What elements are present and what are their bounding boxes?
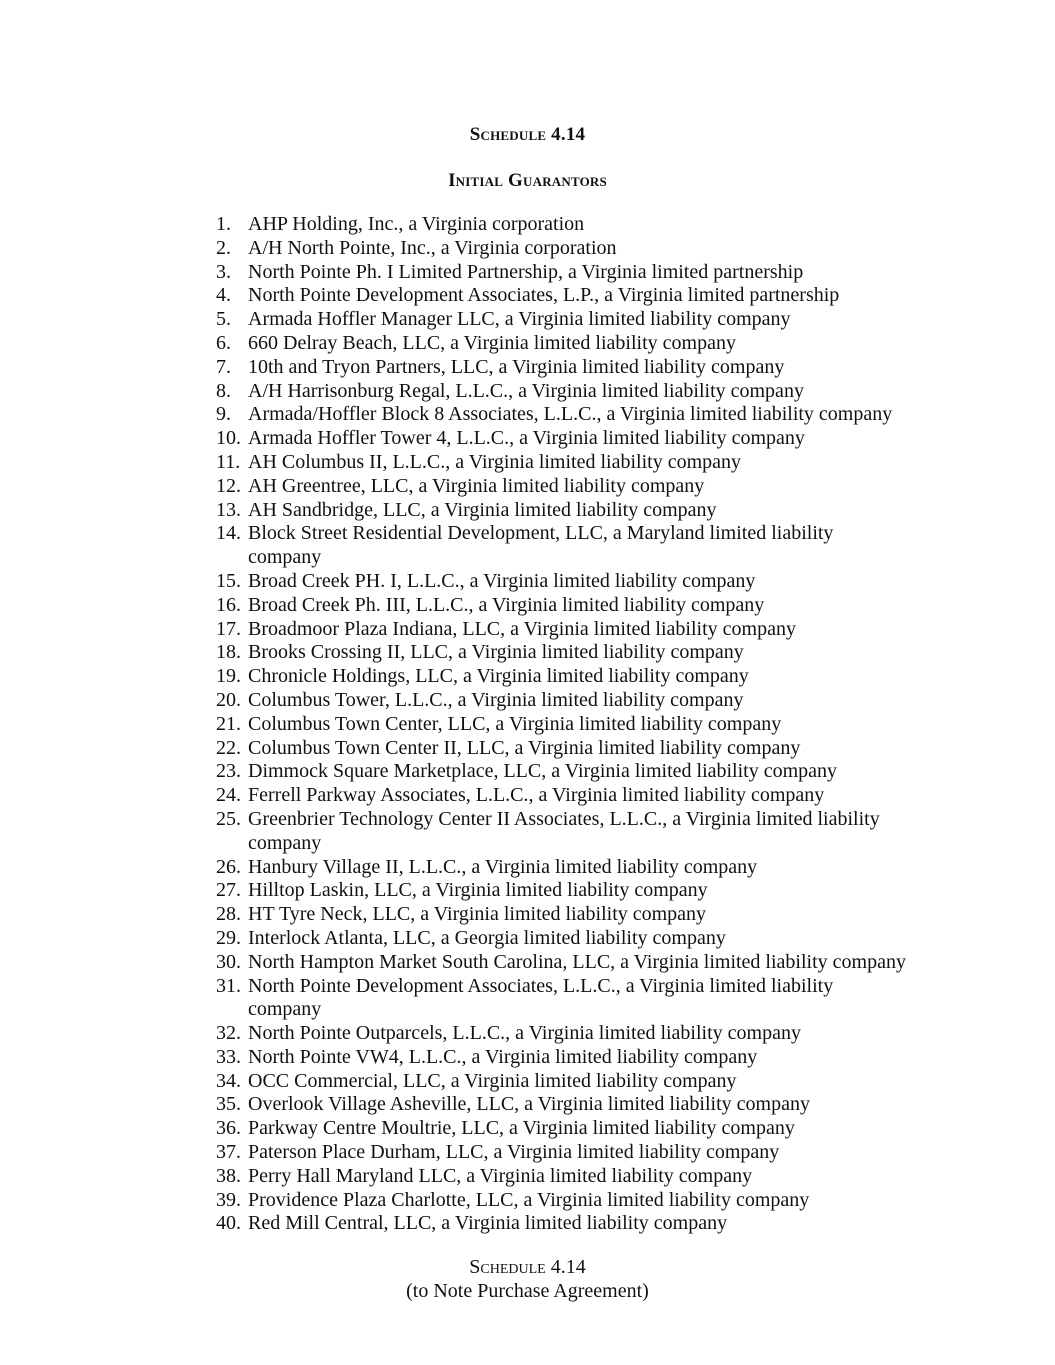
list-item-text: North Pointe VW4, L.L.C., a Virginia limited liability company xyxy=(248,1045,758,1068)
list-item-text: North Hampton Market South Carolina, LLC, a Virginia limited liability company xyxy=(248,950,906,973)
list-item xyxy=(216,1117,976,1141)
list-item xyxy=(216,784,976,808)
list-item-number: 28. xyxy=(216,903,241,926)
list-item-text: Chronicle Holdings, LLC, a Virginia limited liability company xyxy=(248,665,749,688)
list-item xyxy=(216,427,976,451)
list-item-text: A/H North Pointe, Inc., a Virginia corporation xyxy=(248,236,617,259)
list-item-number: 34. xyxy=(216,1069,241,1092)
list-item xyxy=(216,356,976,380)
list-item xyxy=(216,951,976,975)
list-item xyxy=(216,713,976,737)
list-item xyxy=(216,308,976,332)
list-item xyxy=(216,1046,976,1070)
list-item xyxy=(216,261,976,285)
list-item-text: Broad Creek Ph. III, L.L.C., a Virginia limited liability company xyxy=(248,593,765,616)
list-item-text: Red Mill Central, LLC, a Virginia limited liability company xyxy=(248,1212,728,1235)
list-item-number: 17. xyxy=(216,617,241,640)
list-item-text: Columbus Town Center II, LLC, a Virginia limited liability company xyxy=(248,736,801,759)
list-item xyxy=(216,1189,976,1213)
list-item-text: Brooks Crossing II, LLC, a Virginia limited liability company xyxy=(248,641,744,664)
list-item xyxy=(216,1070,976,1094)
list-item xyxy=(216,1093,976,1117)
list-item xyxy=(216,760,976,784)
list-item-text: Armada Hoffler Manager LLC, a Virginia limited liability company xyxy=(248,308,791,331)
list-item-text: A/H Harrisonburg Regal, L.L.C., a Virginia limited liability company xyxy=(248,379,804,402)
list-item-number: 22. xyxy=(216,736,241,759)
list-item-number: 36. xyxy=(216,1117,241,1140)
list-item-text: Armada Hoffler Tower 4, L.L.C., a Virginia limited liability company xyxy=(248,427,805,450)
list-item-number: 13. xyxy=(216,498,241,521)
list-item-number: 32. xyxy=(216,1022,241,1045)
list-item-number: 40. xyxy=(216,1212,241,1235)
list-item-text: Broadmoor Plaza Indiana, LLC, a Virginia limited liability company xyxy=(248,617,796,640)
list-item xyxy=(216,665,976,689)
list-item xyxy=(216,641,976,665)
list-item-number: 8. xyxy=(216,379,231,402)
list-item xyxy=(216,856,976,880)
list-item xyxy=(216,475,976,499)
list-item-text: 660 Delray Beach, LLC, a Virginia limited liability company xyxy=(248,331,736,354)
list-item xyxy=(216,1165,976,1189)
list-item-text: AH Greentree, LLC, a Virginia limited liability company xyxy=(248,474,705,497)
list-item-number: 14. xyxy=(216,522,241,545)
list-item-text: Greenbrier Technology Center II Associates, L.L.C., a Virginia limited liability company xyxy=(248,807,880,854)
list-item-text: Parkway Centre Moultrie, LLC, a Virginia limited liability company xyxy=(248,1117,795,1140)
list-item-number: 38. xyxy=(216,1164,241,1187)
list-item-text: Hanbury Village II, L.L.C., a Virginia limited liability company xyxy=(248,855,758,878)
list-item xyxy=(216,689,976,713)
footer-schedule-label: Schedule 4.14 xyxy=(469,1256,586,1278)
list-item xyxy=(216,284,976,308)
list-item-number: 30. xyxy=(216,950,241,973)
list-item xyxy=(216,975,888,1023)
list-item-number: 3. xyxy=(216,260,231,283)
list-item-number: 23. xyxy=(216,760,241,783)
list-item-number: 27. xyxy=(216,879,241,902)
list-item xyxy=(216,618,976,642)
list-item-number: 16. xyxy=(216,593,241,616)
list-item-text: North Pointe Development Associates, L.P., a Virginia limited partnership xyxy=(248,284,840,307)
schedule-subtitle: Initial Guarantors xyxy=(448,170,607,191)
schedule-title: Schedule 4.14 xyxy=(469,124,586,145)
guarantor-list xyxy=(216,213,976,1236)
list-item-number: 9. xyxy=(216,403,231,426)
list-item-number: 33. xyxy=(216,1045,241,1068)
list-item-number: 29. xyxy=(216,926,241,949)
list-item xyxy=(216,332,976,356)
list-item-text: North Pointe Development Associates, L.L.C., a Virginia limited liability company xyxy=(248,974,834,1021)
list-item-text: HT Tyre Neck, LLC, a Virginia limited liability company xyxy=(248,903,707,926)
list-item-text: Armada/Hoffler Block 8 Associates, L.L.C., a Virginia limited liability company xyxy=(248,403,893,426)
list-item xyxy=(216,237,976,261)
list-item-text: Paterson Place Durham, LLC, a Virginia limited liability company xyxy=(248,1141,780,1164)
list-item-number: 31. xyxy=(216,974,241,997)
list-item-number: 25. xyxy=(216,807,241,830)
list-item xyxy=(216,451,976,475)
list-item xyxy=(216,403,976,427)
list-item-number: 18. xyxy=(216,641,241,664)
list-item-number: 19. xyxy=(216,665,241,688)
list-item xyxy=(216,927,976,951)
list-item-number: 20. xyxy=(216,688,241,711)
list-item-text: Overlook Village Asheville, LLC, a Virginia limited liability company xyxy=(248,1093,810,1116)
list-item-number: 5. xyxy=(216,308,231,331)
list-item-text: AH Columbus II, L.L.C., a Virginia limited liability company xyxy=(248,450,742,473)
list-item-text: Interlock Atlanta, LLC, a Georgia limited liability company xyxy=(248,926,726,949)
list-item-text: AHP Holding, Inc., a Virginia corporation xyxy=(248,213,585,235)
list-item-number: 35. xyxy=(216,1093,241,1116)
footer-agreement-label: (to Note Purchase Agreement) xyxy=(406,1280,649,1302)
list-item-number: 11. xyxy=(216,450,241,473)
list-item-number: 7. xyxy=(216,355,231,378)
list-item-text: Columbus Town Center, LLC, a Virginia limited liability company xyxy=(248,712,782,735)
list-item xyxy=(216,594,976,618)
list-item-text: Block Street Residential Development, LLC, a Maryland limited liability company xyxy=(248,522,834,569)
list-item xyxy=(216,1141,976,1165)
list-item-text: Broad Creek PH. I, L.L.C., a Virginia limited liability company xyxy=(248,569,756,592)
list-item-number: 6. xyxy=(216,331,231,354)
list-item-text: North Pointe Outparcels, L.L.C., a Virginia limited liability company xyxy=(248,1022,801,1045)
list-item-number: 39. xyxy=(216,1188,241,1211)
list-item xyxy=(216,380,976,404)
list-item-number: 15. xyxy=(216,569,241,592)
list-item xyxy=(216,1212,976,1236)
list-item-text: OCC Commercial, LLC, a Virginia limited liability company xyxy=(248,1069,737,1092)
list-item xyxy=(216,522,888,570)
list-item-number: 21. xyxy=(216,712,241,735)
list-item-number: 12. xyxy=(216,474,241,497)
list-item-number: 26. xyxy=(216,855,241,878)
list-item-number: 4. xyxy=(216,284,231,307)
list-item xyxy=(216,570,976,594)
list-item-text: 10th and Tryon Partners, LLC, a Virginia limited liability company xyxy=(248,355,785,378)
list-item xyxy=(216,1022,976,1046)
list-item-number: 2. xyxy=(216,236,231,259)
list-item-number: 1. xyxy=(216,213,231,235)
list-item-text: Columbus Tower, L.L.C., a Virginia limited liability company xyxy=(248,688,744,711)
list-item xyxy=(216,737,976,761)
list-item-text: Perry Hall Maryland LLC, a Virginia limited liability company xyxy=(248,1164,753,1187)
list-item-number: 10. xyxy=(216,427,241,450)
list-item xyxy=(216,213,976,237)
list-item-text: AH Sandbridge, LLC, a Virginia limited liability company xyxy=(248,498,717,521)
list-item xyxy=(216,499,976,523)
list-item xyxy=(216,808,888,856)
list-item-text: Providence Plaza Charlotte, LLC, a Virginia limited liability company xyxy=(248,1188,810,1211)
list-item xyxy=(216,903,976,927)
list-item-number: 24. xyxy=(216,784,241,807)
list-item-number: 37. xyxy=(216,1141,241,1164)
list-item-text: Hilltop Laskin, LLC, a Virginia limited liability company xyxy=(248,879,708,902)
list-item-text: Dimmock Square Marketplace, LLC, a Virginia limited liability company xyxy=(248,760,838,783)
list-item-text: Ferrell Parkway Associates, L.L.C., a Virginia limited liability company xyxy=(248,784,825,807)
list-item-text: North Pointe Ph. I Limited Partnership, a Virginia limited partnership xyxy=(248,260,804,283)
list-item xyxy=(216,879,976,903)
